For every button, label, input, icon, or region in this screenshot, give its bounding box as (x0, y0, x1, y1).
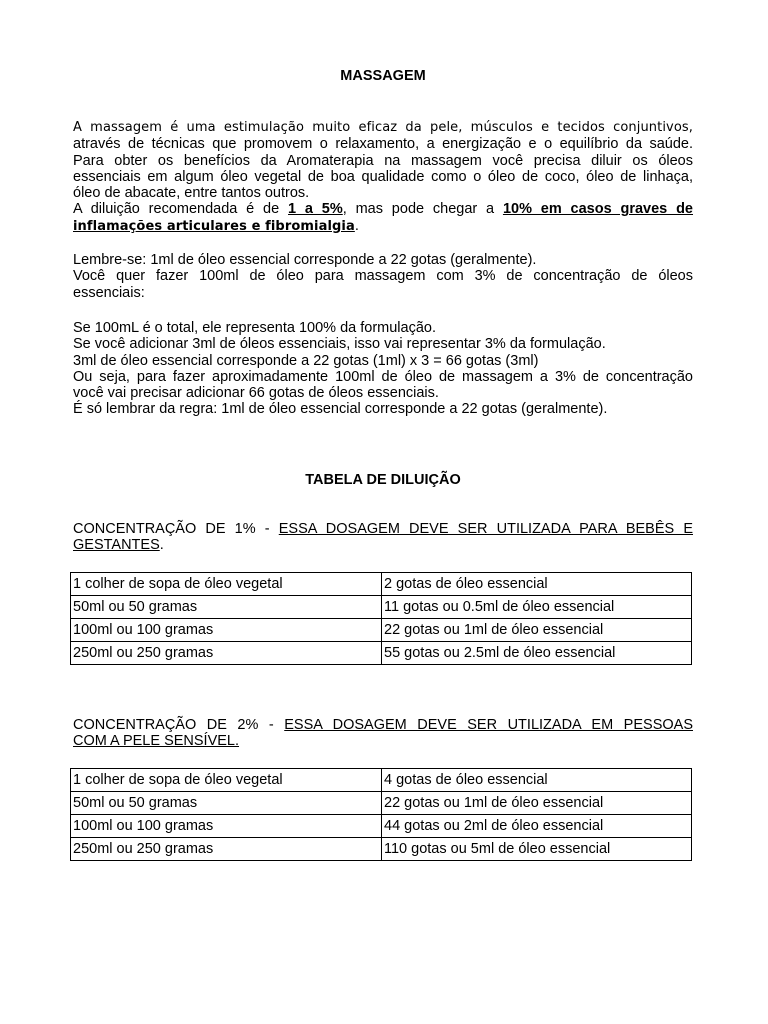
concentration-1-usage: ESSA DOSAGEM DEVE SER UTILIZADA PARA BEBÊS E (278, 521, 693, 537)
table-cell: 250ml ou 250 gramas (71, 838, 382, 861)
concentration-1-heading-line-1 (73, 521, 693, 537)
table-cell: 22 gotas ou 1ml de óleo essencial (382, 619, 692, 642)
intro-line-7 (73, 218, 693, 235)
table-title: TABELA DE DILUIÇÃO (305, 472, 461, 488)
table-cell: 44 gotas ou 2ml de óleo essencial (382, 815, 692, 838)
table-row (71, 642, 692, 665)
table-row (71, 596, 692, 619)
concentration-1-heading-line-2 (73, 537, 693, 553)
table-cell: 110 gotas ou 5ml de óleo essencial (382, 838, 692, 861)
table-cell: 50ml ou 50 gramas (71, 792, 382, 815)
intro-line-4: essenciais em algum óleo vegetal de boa qualidade como o óleo de coco, óleo de linhaça, (73, 168, 693, 185)
dilution-table-1 (70, 572, 692, 665)
intro-line-1: A massagem é uma estimulação muito eficaz da pele, músculos e tecidos conjuntivos, (73, 120, 693, 135)
concentration-2-heading-line-2 (73, 733, 693, 749)
intro-line-6 (73, 201, 693, 217)
table-cell: 1 colher de sopa de óleo vegetal (71, 573, 382, 596)
table-cell: 55 gotas ou 2.5ml de óleo essencial (382, 642, 692, 665)
example-line-5: você vai precisar adicionar 66 gotas de óleos essenciais. (73, 385, 439, 402)
intro-line-6-text: A diluição recomendada é de (73, 201, 289, 218)
table-cell: 250ml ou 250 gramas (71, 642, 382, 665)
intro-line-7-period: . (354, 217, 359, 234)
concentration-2-usage: ESSA DOSAGEM DEVE SER UTILIZADA EM PESSOAS (284, 717, 693, 733)
concentration-1-usage-2: GESTANTES (73, 537, 160, 554)
table-row (71, 792, 692, 815)
severe-cases-text: 10% em casos graves de (502, 201, 693, 218)
example-line-1: Se 100mL é o total, ele representa 100% da formulação. (73, 320, 436, 336)
table-row (71, 619, 692, 642)
concentration-2-usage-2: COM A PELE SENSÍVEL. (73, 733, 240, 750)
table-cell: 50ml ou 50 gramas (71, 596, 382, 619)
severe-cases-text-2: inflamações articulares e fibromialgia (73, 218, 355, 234)
rule-line-2: Você quer fazer 100ml de óleo para massagem com 3% de concentração de óleos (73, 268, 693, 285)
page-title: MASSAGEM (340, 68, 426, 84)
table-cell: 1 colher de sopa de óleo vegetal (71, 769, 382, 792)
table-cell: 100ml ou 100 gramas (71, 815, 382, 838)
table-cell: 100ml ou 100 gramas (71, 619, 382, 642)
example-line-3: 3ml de óleo essencial corresponde a 22 gotas (1ml) x 3 = 66 gotas (3ml) (73, 352, 539, 369)
example-line-4: Ou seja, para fazer aproximadamente 100ml de óleo de massagem a 3% de concentração (73, 368, 693, 385)
table-cell: 2 gotas de óleo essencial (382, 573, 692, 596)
table-cell: 4 gotas de óleo essencial (382, 769, 692, 792)
dilution-range: 1 a 5% (288, 201, 343, 218)
intro-paragraph (73, 120, 693, 235)
table-row (71, 573, 692, 596)
intro-line-6-text-2: , mas pode chegar a (342, 201, 503, 218)
concentration-1-label: CONCENTRAÇÃO DE 1% - (73, 521, 279, 537)
example-line-2: Se você adicionar 3ml de óleos essenciais, isso vai representar 3% da formulação. (73, 336, 606, 353)
example-paragraph (73, 320, 693, 418)
table-row (71, 769, 692, 792)
table-cell: 22 gotas ou 1ml de óleo essencial (382, 792, 692, 815)
rule-paragraph (73, 252, 693, 301)
table-row (71, 838, 692, 861)
example-line-6: É só lembrar da regra: 1ml de óleo essencial corresponde a 22 gotas (geralmente). (73, 401, 608, 418)
dilution-table-2 (70, 768, 692, 861)
concentration-2-label: CONCENTRAÇÃO DE 2% - (73, 717, 285, 733)
table-cell: 11 gotas ou 0.5ml de óleo essencial (382, 596, 692, 619)
intro-line-3: Para obter os benefícios da Aromaterapia na massagem você precisa diluir os óleos (73, 152, 693, 169)
intro-line-2: através de técnicas que promovem o relaxamento, a energização e o equilíbrio da saúde. (73, 136, 693, 153)
concentration-1-heading (73, 521, 693, 554)
rule-line-1: Lembre-se: 1ml de óleo essencial corresponde a 22 gotas (geralmente). (73, 252, 537, 268)
concentration-2-heading-line-1 (73, 717, 693, 733)
concentration-1-period: . (159, 537, 164, 554)
intro-line-5: óleo de abacate, entre tantos outros. (73, 185, 310, 202)
table-row (71, 815, 692, 838)
rule-line-3: essenciais: (73, 284, 145, 301)
concentration-2-heading (73, 717, 693, 750)
